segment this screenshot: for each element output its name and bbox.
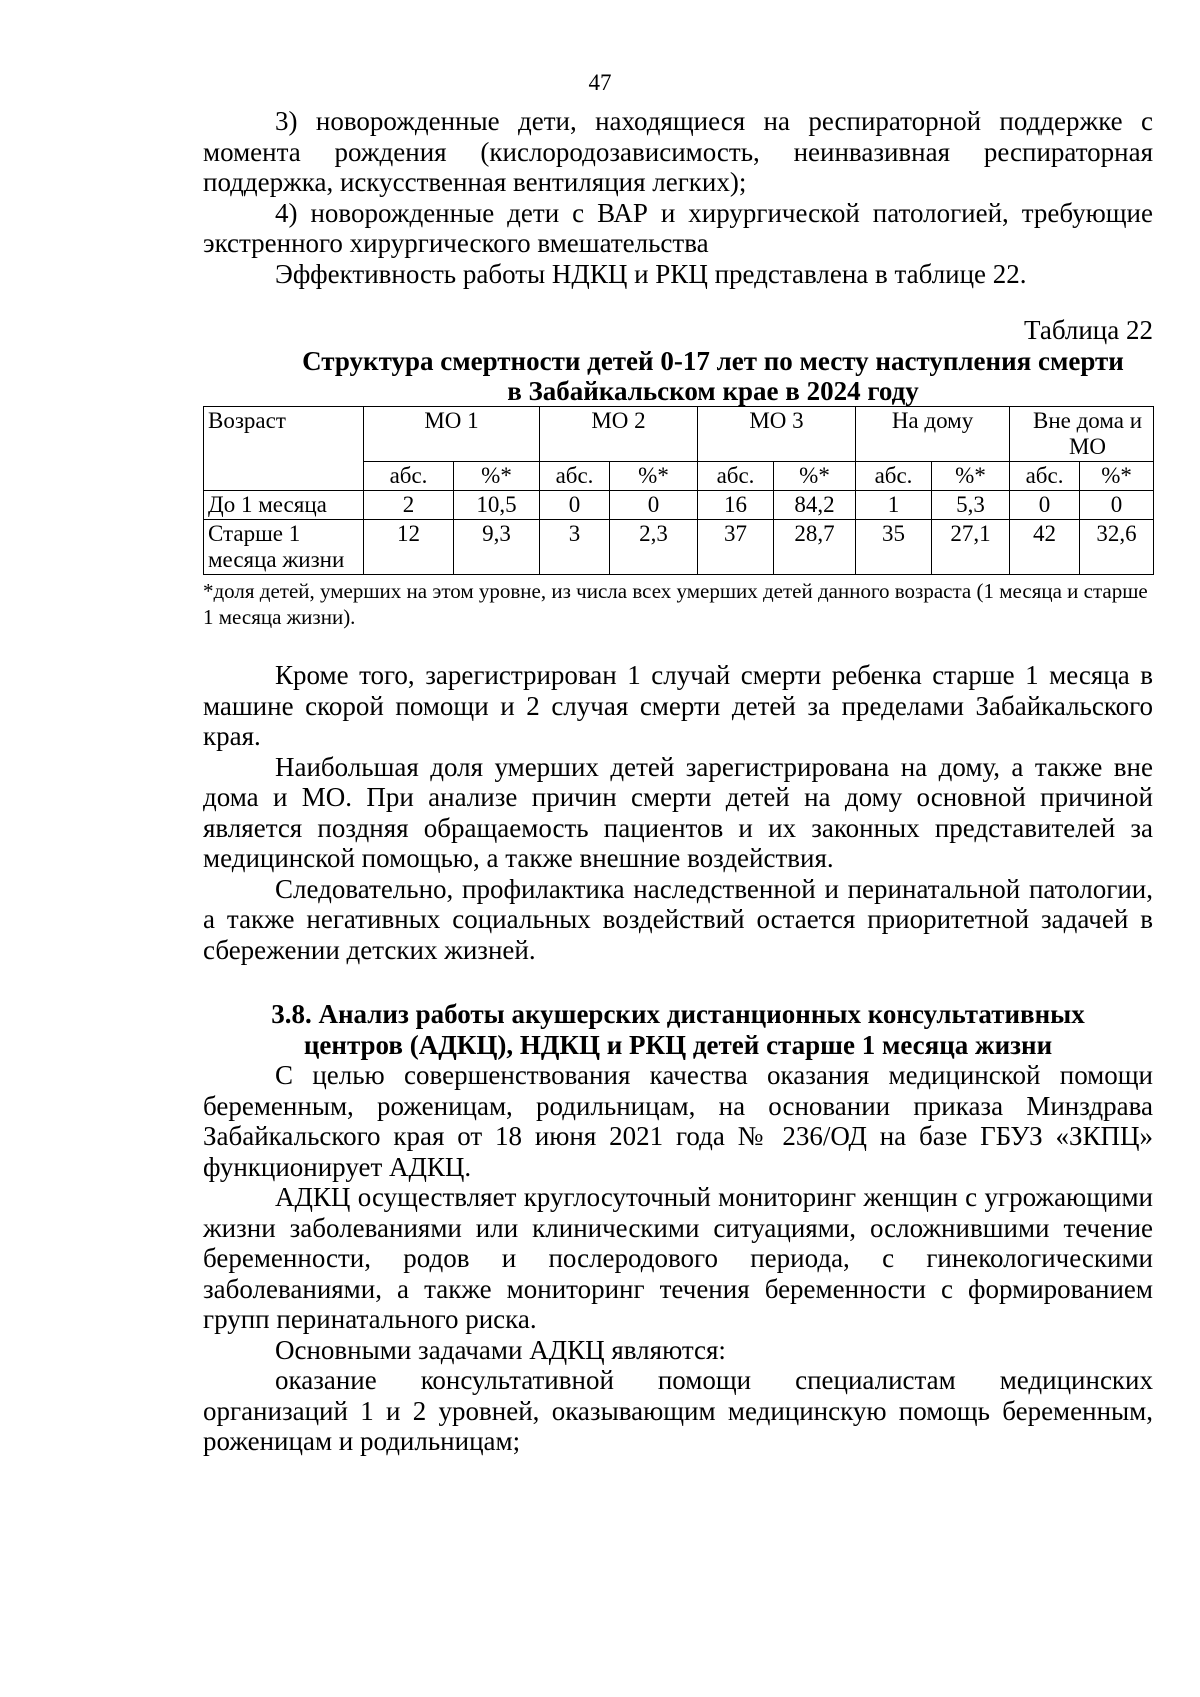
table-row	[204, 520, 1154, 575]
table-row	[204, 491, 1154, 520]
subheader-abs: абс.	[856, 462, 932, 491]
table-cell: 0	[610, 491, 698, 520]
subheader-abs: абс.	[364, 462, 454, 491]
subheader-pct: %*	[610, 462, 698, 491]
mortality-table	[203, 406, 1154, 575]
table-cell: 0	[1080, 491, 1154, 520]
table-cell: 35	[856, 520, 932, 575]
page-number: 47	[588, 70, 612, 95]
header-group-mo2: МО 2	[540, 407, 698, 462]
paragraph-item-3: 3) новорожденные дети, находящиеся на респираторной поддержке с момента рождения (кислородозависимость, неинвазивная респираторная поддержка, искусственная вентиляция легких);	[203, 106, 1153, 197]
table-cell: 3	[540, 520, 610, 575]
row-age-label: Старше 1 месяца жизни	[204, 520, 364, 575]
header-group-mo1: МО 1	[364, 407, 540, 462]
table-header-row	[204, 407, 1154, 462]
paragraph-adkc-basis: С целью совершенствования качества оказания медицинской помощи беременным, роженицам, родильницам, на основании приказа Минздрава Забайкальского края от 18 июня 2021 года № 236/ОД на базе ГБУЗ «ЗКПЦ» функционирует АДКЦ.	[203, 1060, 1153, 1182]
table-cell: 27,1	[932, 520, 1010, 575]
subheader-abs: абс.	[698, 462, 774, 491]
row-age-label: До 1 месяца	[204, 491, 364, 520]
table-footnote: *доля детей, умерших на этом уровне, из числа всех умерших детей данного возраста (1 месяца и старше 1 месяца жизни).	[203, 579, 1148, 629]
table-cell: 16	[698, 491, 774, 520]
table-cell: 1	[856, 491, 932, 520]
header-group-outside: Вне дома и МО	[1010, 407, 1154, 462]
table-cell: 32,6	[1080, 520, 1154, 575]
table-cell: 10,5	[454, 491, 540, 520]
table-cell: 5,3	[932, 491, 1010, 520]
subheader-pct: %*	[454, 462, 540, 491]
table-cell: 12	[364, 520, 454, 575]
table-title-line-1: Структура смертности детей 0-17 лет по месту наступления смерти	[302, 346, 1124, 376]
table-cell: 0	[540, 491, 610, 520]
table-cell: 28,7	[774, 520, 856, 575]
paragraph-home-deaths: Наибольшая доля умерших детей зарегистрирована на дому, а также вне дома и МО. При анализе причин смерти детей на дому основной причиной является поздняя обращаемость пациентов и их законных представителей за медицинской помощью, а также внешние воздействия.	[203, 751, 1153, 873]
subheader-abs: абс.	[1010, 462, 1080, 491]
subheader-pct: %*	[932, 462, 1010, 491]
paragraph-item-4: 4) новорожденные дети с ВАР и хирургической патологией, требующие экстренного хирургического вмешательства	[203, 197, 1153, 258]
paragraph-adkc-monitoring: АДКЦ осуществляет круглосуточный мониторинг женщин с угрожающими жизни заболеваниями или клиническими ситуациями, осложнившими течение беременности, родов и послеродового периода, с гинекологическими заболеваниями, а также мониторинг течения беременности с формированием групп перинатального риска.	[203, 1182, 1153, 1334]
table-title-line-2: в Забайкальском крае в 2024 году	[507, 376, 919, 406]
header-age: Возраст	[204, 407, 364, 491]
table-cell: 9,3	[454, 520, 540, 575]
paragraph-adkc-tasks-intro: Основными задачами АДКЦ являются:	[275, 1334, 726, 1365]
page-content	[203, 106, 1153, 1457]
header-group-home: На дому	[856, 407, 1010, 462]
table-cell: 84,2	[774, 491, 856, 520]
subheader-pct: %*	[1080, 462, 1154, 491]
table-label: Таблица 22	[1024, 315, 1153, 345]
table-cell: 37	[698, 520, 774, 575]
subheader-abs: абс.	[540, 462, 610, 491]
table-cell: 2	[364, 491, 454, 520]
table-cell: 42	[1010, 520, 1080, 575]
section-title-line-2: центров (АДКЦ), НДКЦ и РКЦ детей старше 1 месяца жизни	[303, 1029, 1053, 1060]
paragraph-prevention: Следовательно, профилактика наследственной и перинатальной патологии, а также негативных социальных воздействий остается приоритетной задачей в сбережении детских жизней.	[203, 873, 1153, 965]
table-cell: 0	[1010, 491, 1080, 520]
subheader-pct: %*	[774, 462, 856, 491]
header-group-mo3: МО 3	[698, 407, 856, 462]
table-cell: 2,3	[610, 520, 698, 575]
paragraph-ambulance: Кроме того, зарегистрирован 1 случай смерти ребенка старше 1 месяца в машине скорой помощи и 2 случая смерти детей за пределами Забайкальского края.	[203, 660, 1153, 751]
paragraph-adkc-task-1: оказание консультативной помощи специалистам медицинских организаций 1 и 2 уровней, оказывающим медицинскую помощь беременным, роженицам и родильницам;	[203, 1365, 1153, 1456]
section-title-line-1: 3.8. Анализ работы акушерских дистанционных консультативных	[271, 999, 1085, 1029]
paragraph-table-reference: Эффективность работы НДКЦ и РКЦ представлена в таблице 22.	[275, 258, 1027, 289]
